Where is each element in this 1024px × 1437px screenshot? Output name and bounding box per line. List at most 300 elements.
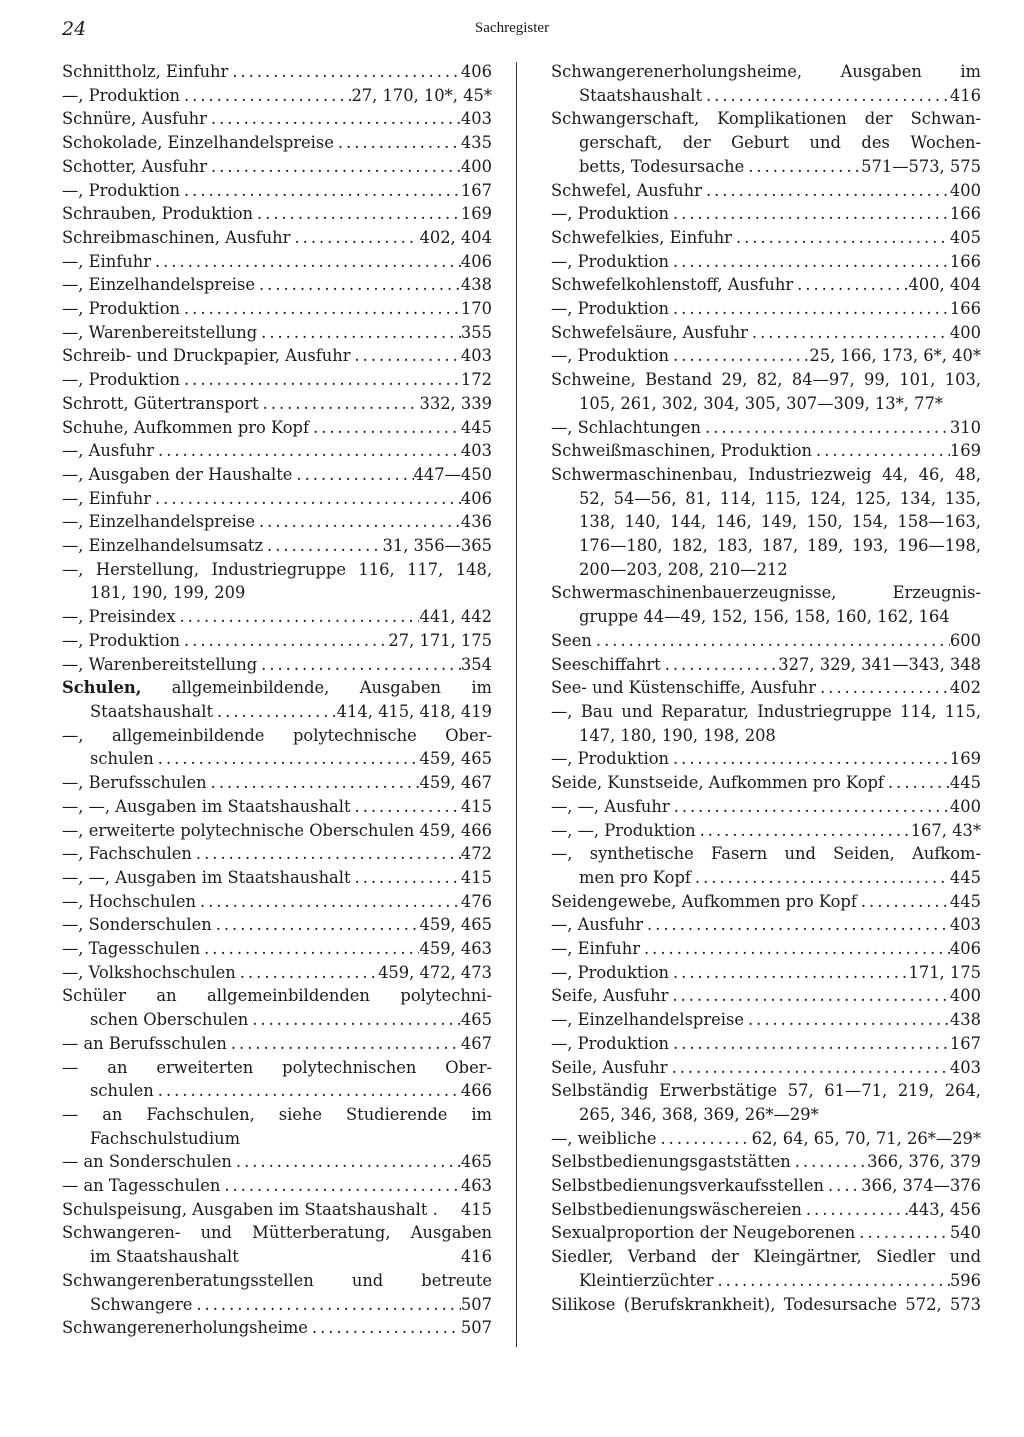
index-entry	[62, 842, 492, 866]
entry-term: Schnüre, Ausfuhr	[62, 109, 207, 129]
entry-term: —, Produktion	[551, 204, 669, 224]
index-line: Schwangerenberatungsstellen und betreute	[62, 1270, 492, 1290]
index-line	[551, 676, 981, 700]
leader-dots	[196, 890, 461, 914]
entry-term: See- und Küstenschiffe, Ausfuhr	[551, 678, 817, 698]
leader-dots	[207, 155, 461, 179]
entry-term: — an Sonderschulen	[62, 1152, 232, 1172]
page-references: 406	[460, 62, 492, 81]
index-line	[551, 344, 981, 368]
leader-dots	[207, 771, 420, 795]
index-entry	[551, 1127, 981, 1151]
leader-dots	[236, 961, 378, 985]
index-line	[62, 392, 492, 416]
index-line	[551, 913, 981, 937]
page-references: 445	[949, 891, 981, 911]
entry-term: Schreibmaschinen, Ausfuhr	[62, 227, 291, 247]
index-line	[62, 771, 492, 795]
entry-term: —, —, Ausgaben im Staatshaushalt	[62, 796, 351, 816]
leader-dots	[212, 913, 420, 937]
page-references: 400, 404	[908, 275, 981, 295]
leader-dots	[308, 1316, 461, 1340]
leader-dots	[744, 155, 861, 179]
entry-term: —, Sonderschulen	[62, 915, 212, 935]
entry-term: —, Produktion	[62, 370, 180, 390]
index-entry	[62, 463, 492, 487]
leader-dots	[292, 463, 413, 487]
index-line	[551, 179, 981, 203]
page-references: 445	[949, 867, 981, 887]
page-references: 507	[460, 1294, 492, 1314]
index-line	[551, 1174, 981, 1198]
page-references: 596	[949, 1270, 981, 1290]
entry-term: —, Produktion	[551, 299, 669, 319]
leader-dots	[732, 226, 950, 250]
index-entry	[551, 842, 981, 889]
entry-term: —, Fachschulen	[62, 844, 192, 864]
index-entry	[62, 1103, 492, 1150]
page-references: 438	[460, 275, 492, 295]
index-line	[62, 155, 492, 179]
index-line	[62, 131, 492, 155]
index-entry	[62, 510, 492, 534]
page-references: 310	[949, 417, 981, 437]
leader-dots	[350, 344, 460, 368]
entry-term: Schulspeisung, Ausgaben im Staatshaushalt .	[62, 1199, 438, 1219]
leader-dots	[640, 937, 950, 961]
leader-dots	[154, 747, 420, 771]
page-references: 166	[949, 204, 981, 224]
index-line: 147, 180, 190, 198, 208	[579, 725, 776, 745]
index-line	[62, 1008, 492, 1032]
leader-dots	[812, 439, 950, 463]
entry-term: —, Einfuhr	[62, 251, 151, 271]
page-references: 27, 171, 175	[388, 630, 492, 650]
index-entry	[551, 653, 981, 677]
page-references: 438	[949, 1010, 981, 1030]
index-line: Schulen, allgemeinbildende, Ausgaben im	[62, 678, 492, 698]
index-line	[62, 368, 492, 392]
index-line	[62, 297, 492, 321]
entry-term: Seife, Ausfuhr	[551, 986, 669, 1006]
index-entry	[551, 676, 981, 700]
page-references: 540	[949, 1223, 981, 1243]
index-line	[551, 1056, 981, 1080]
index-entry	[62, 1056, 492, 1103]
index-entry	[551, 202, 981, 226]
index-entry	[62, 534, 492, 558]
leader-dots	[309, 416, 461, 440]
index-entry	[62, 321, 492, 345]
index-entry	[551, 961, 981, 985]
page-references: 169	[949, 749, 981, 769]
entry-term: im Staatshaushalt	[90, 1247, 239, 1267]
index-line	[62, 1293, 492, 1317]
index-line	[551, 771, 981, 795]
entry-term: —, Einzelhandelspreise	[62, 512, 255, 532]
entry-term: Schwefel, Ausfuhr	[551, 180, 702, 200]
index-line	[551, 1269, 981, 1293]
index-line	[62, 747, 492, 771]
index-line	[62, 1198, 492, 1222]
page-references: 441, 442	[419, 607, 492, 627]
index-line: Schüler an allgemeinbildenden polytechni-	[62, 986, 492, 1006]
index-entry	[62, 226, 492, 250]
index-entry	[62, 60, 492, 84]
index-entry	[62, 439, 492, 463]
page-references: 400	[949, 986, 981, 1006]
entry-term: —, Einzelhandelspreise	[551, 1010, 744, 1030]
index-line	[551, 937, 981, 961]
index-line	[551, 961, 981, 985]
page-references: 447—450	[413, 464, 492, 484]
entry-term: schulen	[90, 1081, 154, 1101]
index-line: —, Bau und Reparatur, Industriegruppe 114, 115,	[551, 701, 981, 721]
entry-term: Seidengewebe, Aufkommen pro Kopf	[551, 891, 857, 911]
index-line	[62, 321, 492, 345]
index-entry	[551, 1198, 981, 1222]
index-entry	[551, 1221, 981, 1245]
leader-dots	[824, 1174, 861, 1198]
index-line	[62, 84, 492, 108]
entry-term: Schotter, Ausfuhr	[62, 156, 208, 176]
leader-dots	[200, 937, 419, 961]
page-references: 415	[460, 867, 492, 887]
page-references: 465	[460, 1152, 492, 1172]
page-references: 31, 356—365	[382, 536, 492, 556]
entry-term: Schwefelkies, Einfuhr	[551, 227, 732, 247]
entry-term: betts, Todesursache	[579, 156, 745, 176]
index-entry	[62, 368, 492, 392]
index-line	[62, 202, 492, 226]
page-references: 459, 472, 473	[378, 962, 492, 982]
index-entry	[551, 179, 981, 203]
leader-dots	[257, 321, 461, 345]
index-line	[62, 1150, 492, 1174]
index-entry	[62, 795, 492, 819]
leader-dots	[290, 226, 419, 250]
page-references: 402, 404	[419, 227, 492, 247]
page-references: 169	[460, 204, 492, 224]
index-line	[551, 155, 981, 179]
page-references: 354	[460, 654, 492, 674]
index-entry	[62, 202, 492, 226]
page-number: 24	[62, 18, 87, 40]
page-references: 459, 467	[419, 773, 492, 793]
entry-term: —, Einzelhandelsumsatz	[62, 536, 264, 556]
entry-term: Schreib- und Druckpapier, Ausfuhr	[62, 346, 351, 366]
page-references: 467	[460, 1033, 492, 1053]
index-line	[551, 273, 981, 297]
index-entry	[62, 984, 492, 1031]
index-line: gerschaft, der Geburt und des Wochen-	[579, 133, 981, 153]
index-entry	[62, 344, 492, 368]
index-line: Schwermaschinenbauerzeugnisse, Erzeugnis-	[551, 583, 981, 603]
index-line	[62, 1032, 492, 1056]
index-line	[62, 273, 492, 297]
page-references: 171, 175	[908, 962, 981, 982]
entry-term: —, Schlachtungen	[551, 417, 701, 437]
leader-dots	[668, 1056, 950, 1080]
index-entry	[62, 487, 492, 511]
leader-dots	[227, 1032, 461, 1056]
entry-term: —, Produktion	[551, 346, 669, 366]
index-entry	[551, 226, 981, 250]
index-line	[551, 321, 981, 345]
page-references: 400	[949, 796, 981, 816]
page-references: 436	[460, 512, 492, 532]
index-line: Fachschulstudium	[90, 1128, 241, 1148]
page-references: 406	[460, 251, 492, 271]
leader-dots	[669, 747, 950, 771]
entry-term: Schrott, Gütertransport	[62, 393, 259, 413]
index-entry	[551, 629, 981, 653]
page-references: 403	[949, 915, 981, 935]
index-entry	[62, 937, 492, 961]
page-references: 172	[460, 370, 492, 390]
index-line	[62, 416, 492, 440]
index-line	[62, 890, 492, 914]
running-header: Sachregister	[474, 20, 550, 36]
entry-term: Seeschiffahrt	[551, 654, 661, 674]
leader-dots	[151, 250, 461, 274]
index-line	[551, 795, 981, 819]
entry-term: —, Produktion	[62, 630, 180, 650]
index-entry	[62, 866, 492, 890]
index-entry	[62, 605, 492, 629]
leader-dots	[669, 961, 909, 985]
index-entry	[62, 771, 492, 795]
leader-dots	[793, 273, 908, 297]
index-line	[62, 179, 492, 203]
leader-dots	[263, 534, 382, 558]
index-entry	[551, 1056, 981, 1080]
index-line	[62, 629, 492, 653]
leader-dots	[351, 795, 461, 819]
leader-dots	[192, 1293, 461, 1317]
leader-dots	[855, 1221, 950, 1245]
entry-term: Schnittholz, Einfuhr	[62, 62, 229, 81]
index-entry	[62, 179, 492, 203]
index-entry	[551, 795, 981, 819]
page-references: 459, 465	[419, 915, 492, 935]
page-references: 472	[460, 844, 492, 864]
entry-term: —, Einzelhandelspreise	[62, 275, 255, 295]
page-references: 414, 415, 418, 419	[336, 701, 492, 721]
leader-dots	[748, 321, 950, 345]
leader-dots	[253, 202, 461, 226]
index-entry	[62, 107, 492, 131]
leader-dots	[696, 819, 911, 843]
index-line: gruppe 44—49, 152, 156, 158, 160, 162, 164	[579, 607, 950, 627]
leader-dots	[257, 653, 461, 677]
leader-dots	[744, 1008, 950, 1032]
page-references: 463	[460, 1176, 492, 1196]
page-references: 406	[949, 939, 981, 959]
index-entry	[551, 771, 981, 795]
index-line: 265, 346, 368, 369, 26*—29*	[579, 1104, 819, 1124]
leader-dots	[669, 202, 950, 226]
leader-dots	[669, 250, 950, 274]
index-line	[62, 1174, 492, 1198]
index-entry	[551, 1245, 981, 1292]
page-references: 167	[949, 1033, 981, 1053]
index-entry	[551, 1293, 981, 1317]
entry-term: —, Volkshochschulen	[62, 962, 236, 982]
page-references: 62, 64, 65, 70, 71, 26*—29*	[751, 1128, 981, 1148]
leader-dots	[884, 771, 950, 795]
entry-term: —, Warenbereitstellung	[62, 322, 258, 342]
page-references: 355	[460, 322, 492, 342]
index-line: 176—180, 182, 183, 187, 189, 193, 196—198,	[579, 536, 981, 556]
index-line	[62, 534, 492, 558]
page-references: 435	[460, 133, 492, 153]
index-line: — an erweiterten polytechnischen Ober-	[62, 1057, 492, 1077]
index-line	[62, 463, 492, 487]
leader-dots	[180, 368, 461, 392]
leader-dots	[701, 416, 950, 440]
index-entry	[62, 961, 492, 985]
index-line: 138, 140, 144, 146, 149, 150, 154, 158—163,	[579, 512, 981, 532]
entry-term: Seen	[551, 630, 592, 650]
index-line	[62, 250, 492, 274]
index-line	[551, 1032, 981, 1056]
leader-dots	[661, 653, 779, 677]
index-line	[62, 605, 492, 629]
page-references: 366, 374—376	[861, 1176, 981, 1196]
index-entry	[62, 1198, 492, 1222]
leader-dots	[255, 273, 461, 297]
entry-term: —, Hochschulen	[62, 891, 197, 911]
entry-term: Schrauben, Produktion	[62, 204, 253, 224]
index-line: 200—203, 208, 210—212	[579, 559, 788, 579]
index-entry	[62, 724, 492, 771]
index-entry	[62, 1269, 492, 1316]
page-references: 167	[460, 180, 492, 200]
leader-dots	[176, 605, 420, 629]
entry-term: —, Produktion	[551, 749, 669, 769]
leader-dots	[213, 700, 337, 724]
leader-dots	[702, 179, 950, 203]
entry-term: Seile, Ausfuhr	[551, 1057, 668, 1077]
index-entry	[62, 890, 492, 914]
page-references: 403	[949, 1057, 981, 1077]
entry-term: —, Ausfuhr	[551, 915, 644, 935]
page-references: 459, 463	[419, 939, 492, 959]
leader-dots	[670, 795, 950, 819]
entry-term: —, Berufsschulen	[62, 773, 207, 793]
index-column-right	[551, 60, 981, 1316]
index-entry	[551, 297, 981, 321]
index-entry	[62, 155, 492, 179]
entry-term: —, —, Produktion	[551, 820, 696, 840]
index-entry	[62, 1174, 492, 1198]
index-line	[62, 1316, 492, 1340]
leader-dots	[857, 890, 950, 914]
page-references: 25, 166, 173, 6*, 40*	[809, 346, 981, 366]
index-line: — an Fachschulen, siehe Studierende im	[62, 1104, 492, 1124]
index-line	[62, 60, 492, 84]
index-line	[62, 866, 492, 890]
entry-term: Schokolade, Einzelhandelspreise	[62, 133, 334, 153]
index-entry	[551, 1032, 981, 1056]
entry-term: —, Einfuhr	[62, 488, 151, 508]
entry-term: —, Produktion	[62, 180, 180, 200]
leader-dots	[691, 866, 950, 890]
index-line: Schweine, Bestand 29, 82, 84—97, 99, 101, 103,	[551, 370, 981, 390]
page-references: 571—573, 575	[861, 156, 981, 176]
index-entry	[551, 439, 981, 463]
index-entry	[551, 984, 981, 1008]
page-references: 405	[949, 227, 981, 247]
index-entry	[551, 1150, 981, 1174]
page-references: 403	[460, 109, 492, 129]
entry-term: Selbstbedienungsverkaufsstellen	[551, 1176, 824, 1196]
column-divider	[516, 62, 517, 1347]
index-column-left	[62, 60, 492, 1340]
index-line: Silikose (Berufskrankheit), Todesursache 572, 573	[551, 1294, 981, 1314]
page-references: 445	[460, 417, 492, 437]
index-line: Schwangeren- und Mütterberatung, Ausgaben	[62, 1223, 492, 1243]
page-references: 403	[460, 441, 492, 461]
leader-dots	[334, 131, 461, 155]
entry-term: —, Preisindex	[62, 607, 176, 627]
index-entry	[62, 297, 492, 321]
leader-dots	[643, 913, 950, 937]
index-entry	[551, 747, 981, 771]
index-line: 52, 54—56, 81, 114, 115, 124, 125, 134, 135,	[579, 488, 981, 508]
index-entry	[62, 629, 492, 653]
entry-term: —, Einfuhr	[551, 939, 640, 959]
page-references: 167, 43*	[910, 820, 981, 840]
index-entry	[551, 107, 981, 178]
page-references: 459, 465	[419, 749, 492, 769]
index-entry	[551, 1079, 981, 1126]
page-references: 600	[949, 630, 981, 650]
leader-dots	[669, 1032, 950, 1056]
index-entry	[551, 463, 981, 582]
entry-term: —, Produktion	[551, 251, 669, 271]
index-entry	[62, 416, 492, 440]
index-line	[62, 107, 492, 131]
entry-term: Selbstbedienungsgaststätten	[551, 1152, 791, 1172]
entry-term: Sexualproportion der Neugeborenen	[551, 1223, 856, 1243]
index-entry	[551, 321, 981, 345]
index-entry	[62, 1316, 492, 1340]
leader-dots	[669, 297, 950, 321]
leader-dots	[220, 1174, 461, 1198]
page-references: 400	[460, 156, 492, 176]
page-references: 445	[949, 773, 981, 793]
entry-term: —, Ausgaben der Haushalte	[62, 464, 293, 484]
page-references: 415	[460, 796, 492, 816]
index-line	[62, 700, 492, 724]
index-entry	[62, 558, 492, 605]
entry-term: Schuhe, Aufkommen pro Kopf	[62, 417, 309, 437]
index-line	[551, 84, 981, 108]
index-line	[62, 510, 492, 534]
index-line	[551, 819, 981, 843]
index-line: Schwangerenerholungsheime, Ausgaben im	[551, 62, 981, 81]
leader-dots	[180, 84, 351, 108]
index-line	[62, 795, 492, 819]
page-references: 476	[460, 891, 492, 911]
leader-dots	[232, 1150, 461, 1174]
index-entry	[62, 653, 492, 677]
leader-dots	[259, 392, 420, 416]
index-line	[62, 1245, 492, 1269]
index-entry	[551, 700, 981, 747]
